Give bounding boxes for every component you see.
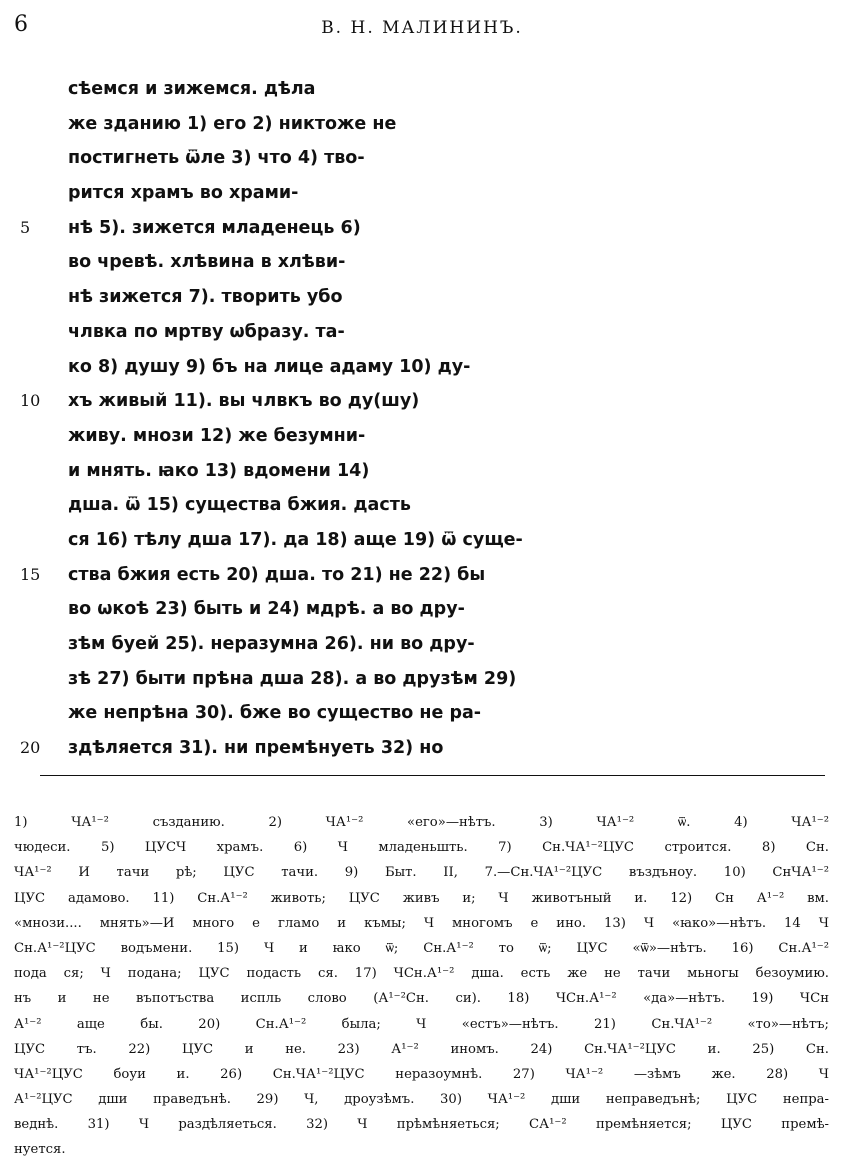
text-line: [68, 488, 538, 523]
line-text: живу. мнози 12) же безумни-: [68, 425, 366, 446]
line-text: же непрѣна 30). бже во существо не ра-: [68, 703, 482, 724]
line-text: хъ живый 11). вы члвкъ во ду(шу): [68, 391, 420, 412]
text-line: [68, 454, 538, 489]
text-line: [20, 558, 538, 593]
line-number: 15: [20, 564, 41, 584]
line-text: сѣемся и зижемся. дѣла: [68, 79, 316, 99]
main-text: [20, 72, 538, 766]
line-number: 10: [20, 391, 41, 411]
line-text: во чревѣ. хлѣвина в хлѣви-: [68, 252, 346, 273]
line-text: ся 16) тѣлу дша 17). да 18) аще 19) ѿ суще-: [68, 529, 523, 550]
line-text: постигнеть ѿле 3) что 4) тво-: [68, 148, 365, 169]
footnote-divider: [40, 775, 825, 776]
footnote-line: А¹⁻²ЦУС дши праведънѣ. 29) Ч, дроузѣмъ. 30) ЧА¹⁻² дши неправедънѣ; ЦУС непра-: [14, 1092, 829, 1108]
text-line: [68, 350, 538, 385]
line-text: здѣляется 31). ни премѣнуеть 32) но: [68, 738, 444, 759]
text-line: [20, 731, 538, 766]
footnote-line: «мнози.... мнять»—И много е гламо и къмы; Ч многомъ е ино. 13) Ч «ꙗко»—нѣтъ. 14 Ч: [14, 915, 829, 931]
text-line: [68, 176, 538, 211]
text-line: [20, 211, 538, 246]
text-line: [68, 592, 538, 627]
footnotes: [14, 810, 829, 1163]
text-line: [68, 523, 538, 558]
footnote-line: чюдеси. 5) ЦУСЧ храмъ. 6) Ч младеньшть. 7) Сн.ЧА¹⁻²ЦУС строится. 8) Сн.: [14, 840, 829, 856]
footnote-line: ЦУС адамово. 11) Сн.А¹⁻² животь; ЦУС живъ и; Ч животъный и. 12) Сн А¹⁻² вм.: [14, 890, 829, 906]
line-text: нѣ 5). зижется младенець 6): [68, 217, 361, 238]
line-text: зѣм буей 25). неразумна 26). ни во дру-: [68, 634, 475, 654]
line-text: нѣ зижется 7). творить убо: [68, 287, 343, 308]
footnote-line: веднѣ. 31) Ч раздѣляеться. 32) Ч прѣмѣняеться; СА¹⁻² премѣняется; ЦУС премѣ-: [14, 1117, 829, 1133]
line-number: 20: [20, 738, 41, 758]
footnote-line: ЧА¹⁻²ЦУС боуи и. 26) Сн.ЧА¹⁻²ЦУС неразоумнѣ. 27) ЧА¹⁻² —зѣмъ же. 28) Ч: [14, 1066, 829, 1082]
text-line: [68, 662, 538, 697]
line-text: ства бжия есть 20) дша. то 21) не 22) бы: [68, 564, 486, 585]
running-head: В. Н. МАЛИНИНЪ.: [321, 18, 523, 38]
footnote-line: 1) ЧА¹⁻² създанию. 2) ЧА¹⁻² «его»—нѣтъ. 3) ЧА¹⁻² ѿ. 4) ЧА¹⁻²: [14, 815, 829, 830]
text-line: [68, 72, 538, 107]
text-line: [68, 280, 538, 315]
text-line: [20, 384, 538, 419]
footnote-line: пода ся; Ч подана; ЦУС подасть ся. 17) ЧСн.А¹⁻² дша. есть же не тачи мьногы безоумию.: [14, 966, 829, 982]
footnote-line: нъ и не въпотъства испль слово (А¹⁻²Сн. си). 18) ЧСн.А¹⁻² «да»—нѣтъ. 19) ЧСн: [14, 991, 829, 1007]
line-text: и мнять. ꙗко 13) вдомени 14): [68, 460, 370, 481]
page-number: 6: [14, 12, 28, 37]
line-text: рится храмъ во храми-: [68, 183, 299, 204]
footnote-line: ЦУС тъ. 22) ЦУС и не. 23) А¹⁻² иномъ. 24) Сн.ЧА¹⁻²ЦУС и. 25) Сн.: [14, 1041, 829, 1057]
text-line: [68, 315, 538, 350]
text-line: [68, 245, 538, 280]
line-text: во ѡкоѣ 23) быть и 24) мдрѣ. а во дру-: [68, 599, 465, 620]
line-text: ко 8) душу 9) бъ на лице адаму 10) ду-: [68, 356, 471, 377]
line-text: дша. ѿ 15) существа бжия. дасть: [68, 495, 411, 516]
line-number: 5: [20, 217, 31, 237]
footnote-line: Сн.А¹⁻²ЦУС водъмени. 15) Ч и ꙗко ѿ; Сн.А¹⁻² то ѿ; ЦУС «ѿ»—нѣтъ. 16) Сн.А¹⁻²: [14, 940, 829, 956]
footnote-line: А¹⁻² аще бы. 20) Сн.А¹⁻² была; Ч «естъ»—нѣтъ. 21) Сн.ЧА¹⁻² «то»—нѣтъ;: [14, 1016, 829, 1032]
text-line: [68, 627, 538, 662]
footnote-line: ЧА¹⁻² И тачи рѣ; ЦУС тачи. 9) Быт. II, 7.—Сн.ЧА¹⁻²ЦУС въздъноу. 10) СнЧА¹⁻²: [14, 865, 829, 881]
line-text: члвка по мртву ѡбразу. та-: [68, 321, 345, 342]
text-line: [68, 696, 538, 731]
text-line: [68, 419, 538, 454]
footnote-line: нуется.: [14, 1142, 66, 1158]
line-text: же зданию 1) его 2) никтоже не: [68, 113, 397, 134]
line-text: зѣ 27) быти прѣна дша 28). а во друзѣм 29): [68, 668, 517, 689]
text-line: [68, 141, 538, 176]
text-line: [68, 107, 538, 142]
